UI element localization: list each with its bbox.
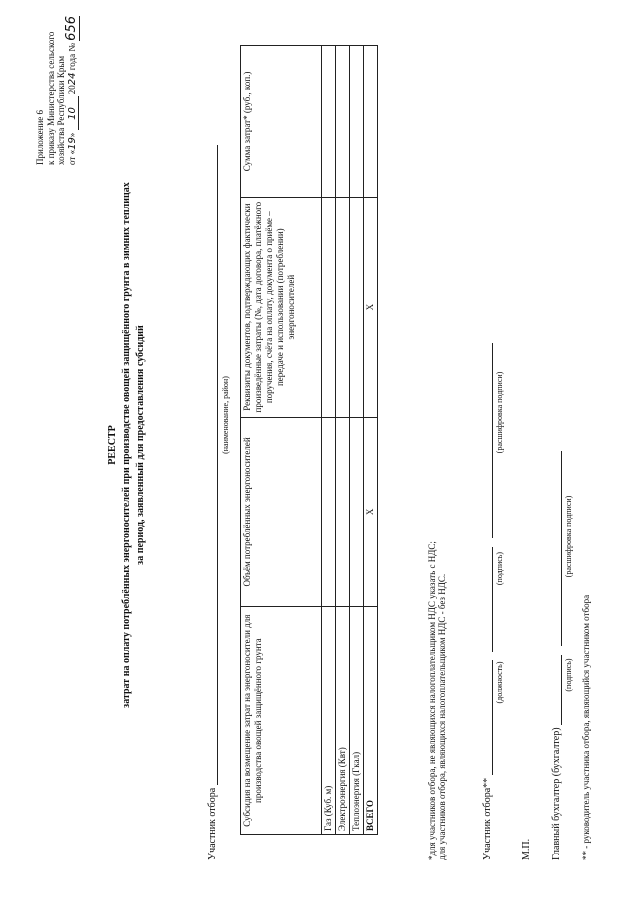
- table-header-row: [241, 46, 322, 835]
- appendix-date: [63, 16, 80, 165]
- sign-caption: (подпись): [495, 551, 504, 586]
- participant-footnote: ** - руководитель участника отбора, являющийся участником отбора: [581, 594, 591, 860]
- table-cell: [350, 417, 364, 607]
- date-month: 10: [68, 96, 80, 130]
- participant-caption: (наименование, район): [221, 376, 230, 454]
- accountant-signature-line: [551, 451, 562, 860]
- table-cell: [350, 197, 364, 417]
- date-suffix: года №: [66, 43, 77, 71]
- note-line: *для участников отбора, не являющихся налогоплательщиком НДС указать с НДС;: [427, 541, 437, 860]
- table-cell: [336, 197, 350, 417]
- table-cell: [336, 417, 350, 607]
- row-label: Теплоэнергия (Гкал): [350, 607, 364, 835]
- appendix-line: к приказу Министерства сельского: [45, 31, 56, 165]
- appendix-line: хозяйства Республики Крым: [56, 55, 66, 165]
- participant-signature-line: [482, 343, 493, 860]
- table-row: [350, 46, 364, 835]
- participant-field: [207, 145, 218, 860]
- document-period: за период, заявленный для предоставления субсидий: [135, 325, 146, 565]
- accountant-label: Главный бухгалтер (бухгалтер): [551, 727, 562, 860]
- header-subsidy: Субсидия на возмещение затрат на энергоносители для производства овощей защищённого грунта: [241, 607, 322, 835]
- row-label: Электроэнергия (Квт): [336, 607, 350, 835]
- acc-decode-caption: (расшифровка подписи): [564, 495, 573, 578]
- row-label: Газ (Куб. м): [322, 607, 336, 835]
- table-row: [322, 46, 336, 835]
- rotated-sheet: [35, 16, 635, 865]
- header-documents: Реквизиты документов, подтверждающих фактически произведённые затраты (№, дата договора, платёжного поручения, счёта на оплату, документа о приёме – передаче и использовании (потреблении) энергоносителей: [241, 197, 322, 417]
- table-cell: [350, 46, 364, 198]
- table-cell: Х: [364, 197, 378, 417]
- table-cell: [364, 46, 378, 198]
- header-sum: Сумма затрат* (руб., коп.): [241, 46, 322, 198]
- order-number: 656: [63, 16, 79, 41]
- date-day: 19: [66, 137, 78, 150]
- register-table: [240, 45, 378, 835]
- participant-underline: [207, 145, 218, 785]
- date-prefix: от «: [66, 149, 77, 165]
- appendix-block: [35, 16, 79, 165]
- document-title: РЕЕСТР: [107, 425, 118, 465]
- signature-underline: [482, 547, 493, 652]
- acc-sign-caption: (подпись): [564, 658, 573, 692]
- appendix-line: Приложение 6: [35, 109, 45, 165]
- row-label: ВСЕГО: [364, 607, 378, 835]
- table-cell: [336, 46, 350, 198]
- stamp-place: М.П.: [521, 838, 532, 860]
- table-total-row: [364, 46, 378, 835]
- acc-sign-underline: [551, 655, 562, 725]
- signature-participant-label: Участник отбора**: [482, 777, 493, 860]
- acc-decode-underline: [551, 451, 562, 646]
- position-underline: [482, 660, 493, 775]
- note-line: для участников отбора, являющихся налогоплательщиком НДС - без НДС.: [437, 573, 447, 860]
- position-caption: (должность): [495, 661, 504, 704]
- table-cell: Х: [364, 417, 378, 607]
- date-mid: »: [66, 132, 77, 138]
- table-cell: [322, 417, 336, 607]
- decode-underline: [482, 343, 493, 538]
- table-cell: [322, 46, 336, 198]
- date-year-prefix: 20: [66, 85, 77, 95]
- table-cell: [322, 197, 336, 417]
- vat-notes: [427, 541, 447, 860]
- table-row: [336, 46, 350, 835]
- document-subtitle: затрат на оплату потреблённых энергоносителей при производстве овощей защищённого грунта в зимних теплицах: [121, 182, 132, 708]
- participant-label: Участник отбора: [207, 787, 218, 860]
- header-volume: Объём потреблённых энергоносителей: [241, 417, 322, 607]
- decode-caption: (расшифровка подписи): [495, 371, 504, 454]
- date-year: 24: [66, 72, 78, 86]
